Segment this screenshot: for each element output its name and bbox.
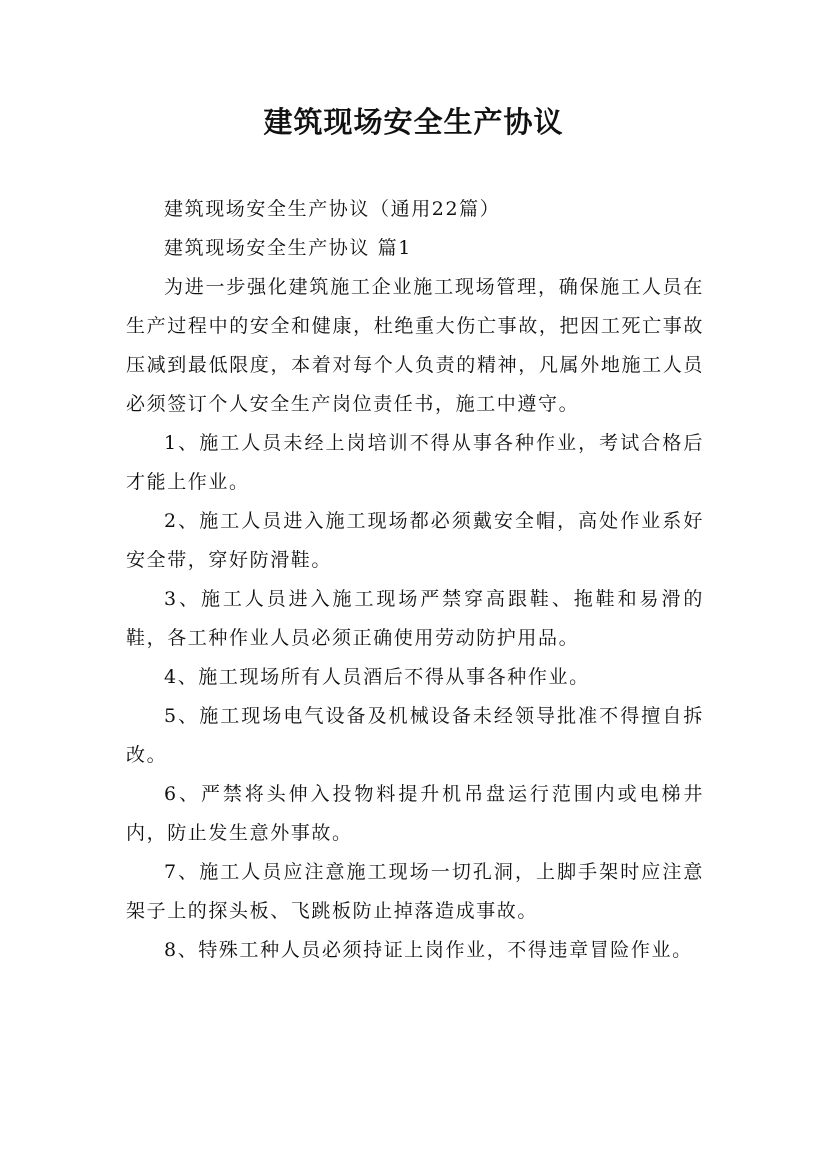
intro-paragraph: 为进一步强化建筑施工企业施工现场管理，确保施工人员在生产过程中的安全和健康，杜绝重大伤亡事故，把因工死亡事故压减到最低限度，本着对每个人负责的精神，凡属外地施工人员必须签订个人安全生产岗位责任书，施工中遵守。: [126, 276, 704, 415]
rule-item-4: 4、施工现场所有人员酒后不得从事各种作业。: [164, 666, 590, 688]
document-body: [126, 190, 704, 970]
section-heading: 建筑现场安全生产协议 篇1: [164, 237, 412, 259]
document-title: 建筑现场安全生产协议: [263, 105, 564, 139]
rule-item-5: 5、施工现场电气设备及机械设备未经领导批准不得擅自拆改。: [126, 705, 704, 766]
rule-item-3: 3、施工人员进入施工现场严禁穿高跟鞋、拖鞋和易滑的鞋，各工种作业人员必须正确使用劳动防护用品。: [126, 588, 704, 649]
rule-item-7: 7、施工人员应注意施工现场一切孔洞，上脚手架时应注意架子上的探头板、飞跳板防止掉落造成事故。: [126, 861, 704, 922]
rule-item-2: 2、施工人员进入施工现场都必须戴安全帽，高处作业系好安全带，穿好防滑鞋。: [126, 510, 704, 571]
rule-item-6: 6、严禁将头伸入投物料提升机吊盘运行范围内或电梯井内，防止发生意外事故。: [126, 783, 704, 844]
doc-subtitle: 建筑现场安全生产协议（通用22篇）: [164, 198, 501, 220]
rule-item-1: 1、施工人员未经上岗培训不得从事各种作业，考试合格后才能上作业。: [126, 432, 704, 493]
rule-item-8: 8、特殊工种人员必须持证上岗作业，不得违章冒险作业。: [164, 939, 693, 961]
